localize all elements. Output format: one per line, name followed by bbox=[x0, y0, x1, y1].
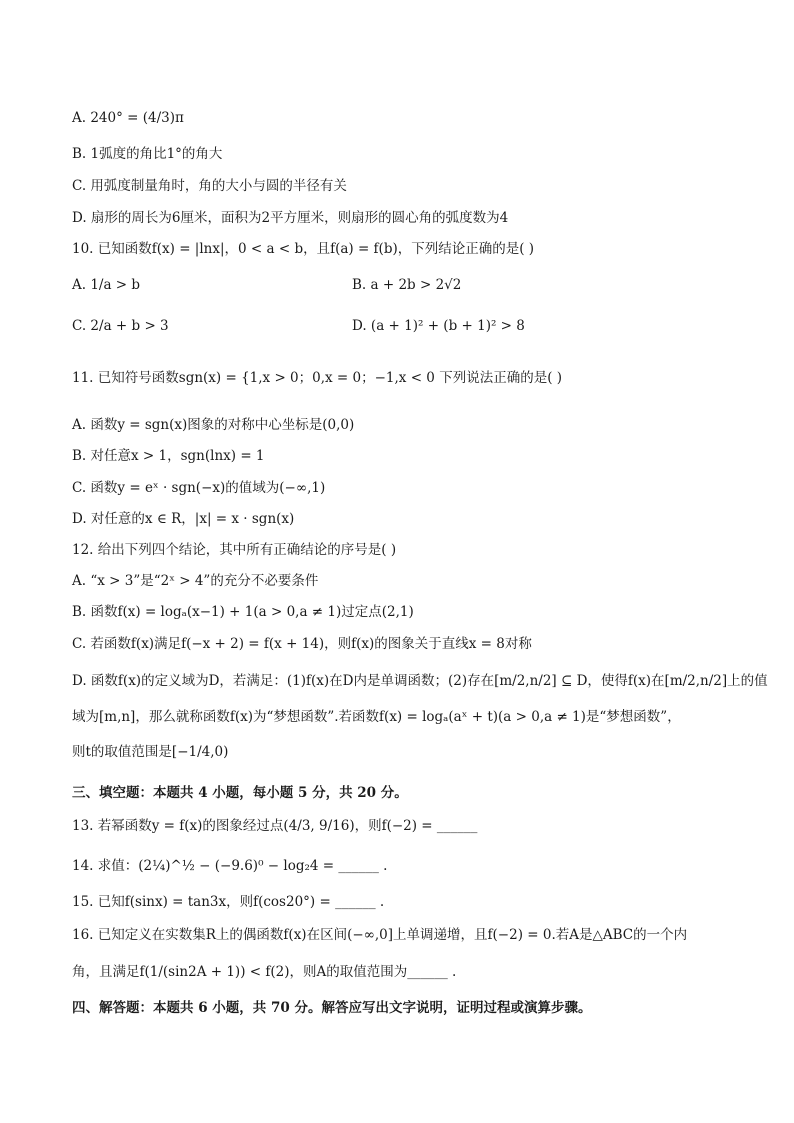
q9-option-a: A. 240° = (4/3)π bbox=[72, 110, 184, 126]
question-13: 13. 若幂函数y = f(x)的图象经过点(4/3, 9/16)，则f(−2) = ______ bbox=[72, 818, 478, 834]
q11-option-d: D. 对任意的x ∈ R，|x| = x · sgn(x) bbox=[72, 511, 295, 527]
q12-option-d-line3: 则t的取值范围是[−1/4,0) bbox=[72, 744, 229, 760]
q12-option-d-line2: 域为[m,n]，那么就称函数f(x)为“梦想函数”.若函数f(x) = logₐ(aˣ + t)(a > 0,a ≠ 1)是“梦想函数”， bbox=[72, 709, 681, 725]
question-14: 14. 求值：(2¼)^½ − (−9.6)⁰ − log₂4 = ______ . bbox=[72, 858, 388, 874]
question-16-line1: 16. 已知定义在实数集R上的偶函数f(x)在区间(−∞,0]上单调递增，且f(−2) = 0.若A是△ABC的一个内 bbox=[72, 927, 688, 943]
question-11: 11. 已知符号函数sgn(x) = {1,x > 0；0,x = 0；−1,x < 0 下列说法正确的是( ) bbox=[72, 370, 563, 386]
question-15: 15. 已知f(sinx) = tan3x，则f(cos20°) = ______ . bbox=[72, 894, 385, 910]
section-4-heading: 四、解答题：本题共 6 小题，共 70 分。解答应写出文字说明，证明过程或演算步骤。 bbox=[72, 1000, 592, 1016]
q9-option-d: D. 扇形的周长为6厘米，面积为2平方厘米，则扇形的圆心角的弧度数为4 bbox=[72, 210, 509, 226]
question-10: 10. 已知函数f(x) = |lnx|，0 < a < b，且f(a) = f(b)，下列结论正确的是( ) bbox=[72, 241, 535, 257]
q12-option-b: B. 函数f(x) = logₐ(x−1) + 1(a > 0,a ≠ 1)过定点(2,1) bbox=[72, 604, 414, 620]
q11-option-c: C. 函数y = eˣ · sgn(−x)的值域为(−∞,1) bbox=[72, 480, 326, 496]
q11-option-b: B. 对任意x > 1，sgn(lnx) = 1 bbox=[72, 448, 265, 464]
q12-option-a: A. “x > 3”是“2ˣ > 4”的充分不必要条件 bbox=[72, 573, 319, 589]
q10-option-d: D. (a + 1)² + (b + 1)² > 8 bbox=[352, 318, 525, 334]
q10-option-b: B. a + 2b > 2√2 bbox=[352, 277, 462, 293]
q12-option-c: C. 若函数f(x)满足f(−x + 2) = f(x + 14)，则f(x)的图象关于直线x = 8对称 bbox=[72, 636, 532, 652]
section-3-heading: 三、填空题：本题共 4 小题，每小题 5 分，共 20 分。 bbox=[72, 785, 408, 801]
question-16-line2: 角，且满足f(1/(sin2A + 1)) < f(2)，则A的取值范围为______ . bbox=[72, 964, 457, 980]
q12-option-d-line1: D. 函数f(x)的定义域为D，若满足：(1)f(x)在D内是单调函数；(2)存在[m/2,n/2] ⊆ D，使得f(x)在[m/2,n/2]上的值 bbox=[72, 673, 768, 689]
question-12: 12. 给出下列四个结论，其中所有正确结论的序号是( ) bbox=[72, 542, 397, 558]
q10-option-a: A. 1/a > b bbox=[72, 277, 141, 293]
q9-option-c: C. 用弧度制量角时，角的大小与圆的半径有关 bbox=[72, 178, 347, 194]
q10-option-c: C. 2/a + b > 3 bbox=[72, 318, 169, 334]
q11-option-a: A. 函数y = sgn(x)图象的对称中心坐标是(0,0) bbox=[72, 417, 355, 433]
q9-option-b: B. 1弧度的角比1°的角大 bbox=[72, 146, 223, 162]
